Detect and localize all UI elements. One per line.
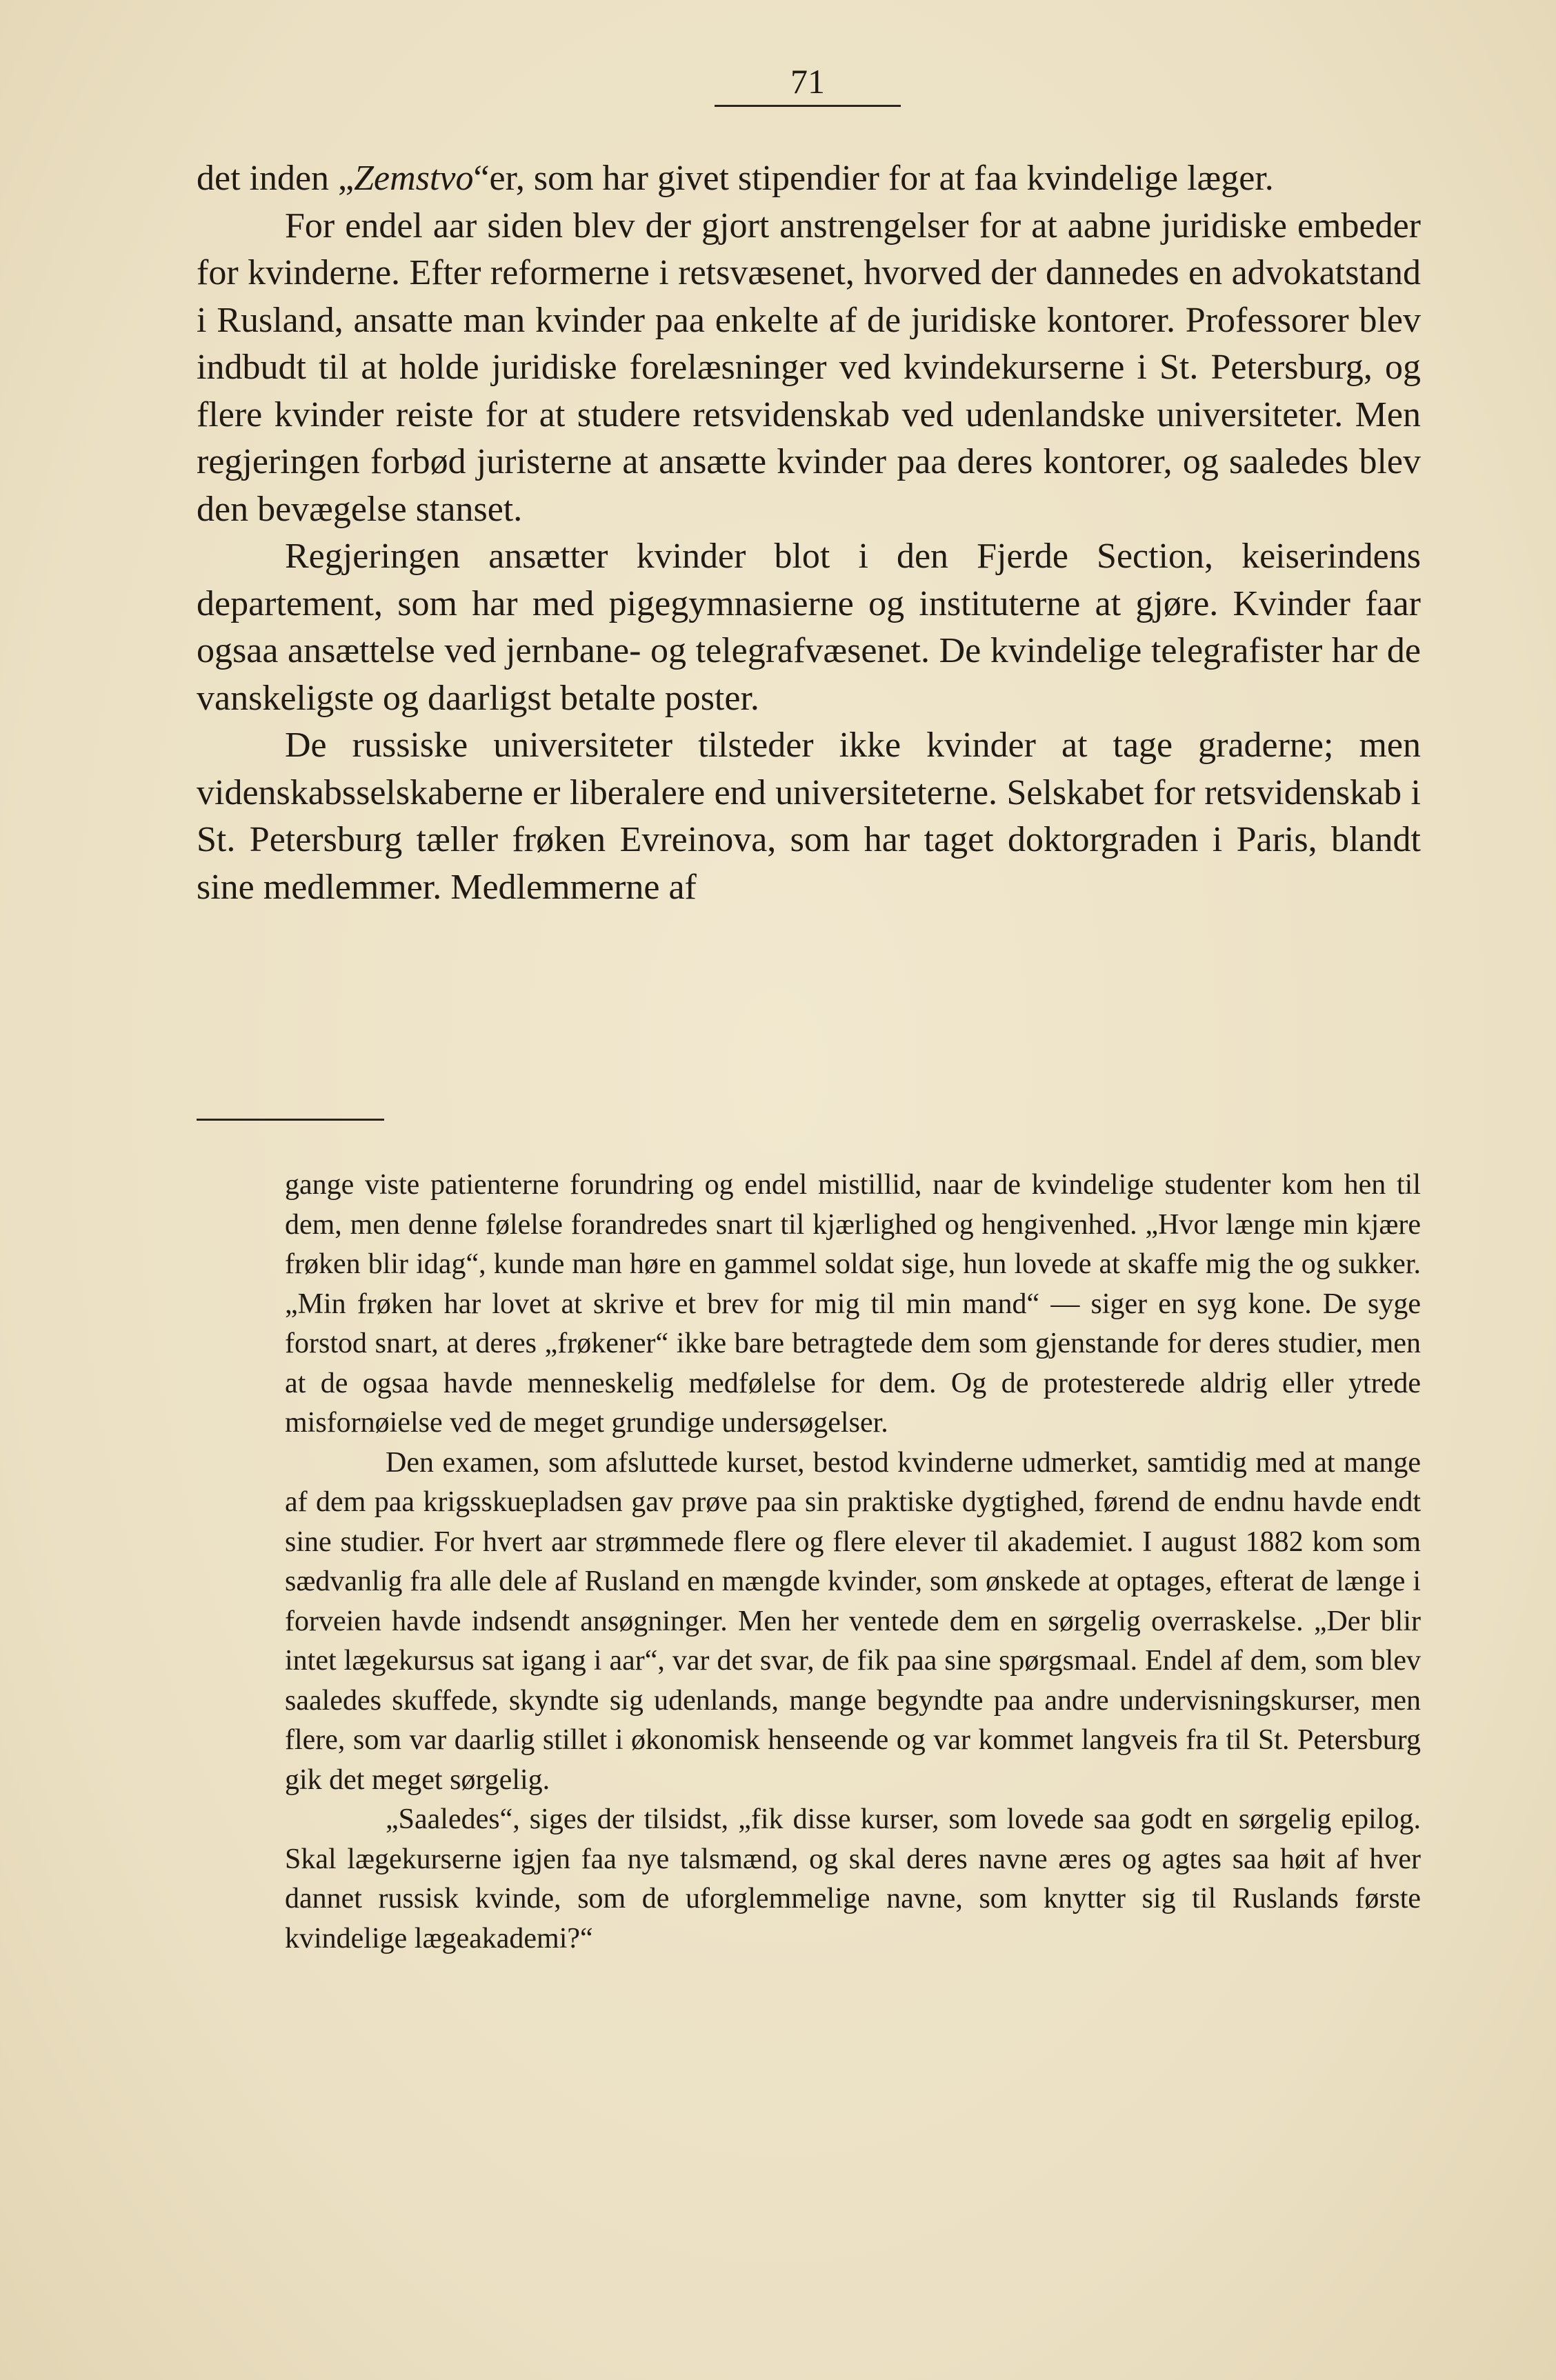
footnote-paragraph-patients: gange viste patienterne forundring og endel mistillid, naar de kvindelige studenter kom hen til dem, men denne følelse forandredes snart til kjærlighed og hengivenhed. „Hvor længe min kjære frøken blir idag“, kunde man høre en gammel soldat sige, hun lovede at skaffe mig the og sukker. „Min frøken har lovet at skrive et brev for mig til min mand“ — siger en syg kone. De syge forstod snart, at deres „frøkener“ ikke bare betragtede dem som gjenstande for deres studier, men at de ogsaa havde menneskelig medfølelse for dem. Og de protesterede aldrig eller ytrede misfornøielse ved de meget grundige undersøgelser. bbox=[285, 1169, 1421, 1439]
main-paragraph-continuation-start: det inden „ bbox=[197, 159, 355, 198]
main-paragraph-continuation-end: “er, som har givet stipendier for at faa kvindelige læger. bbox=[473, 159, 1274, 198]
footnote-paragraph-epilog: „Saaledes“, siges der tilsidst, „fik disse kurser, som lovede saa godt en sørgelig epilog. Skal lægekurserne igjen faa nye talsmænd, og skal deres navne æres og agtes saa høit af hver dannet russisk kvinde, som de uforglemmelige navne, som knytter sig til Ruslands første kvindelige lægeakademi?“ bbox=[285, 1803, 1421, 1954]
footnote bbox=[285, 1166, 1421, 1959]
page-number: 71 bbox=[790, 62, 825, 101]
main-paragraph-continuation bbox=[197, 155, 1421, 203]
main-text bbox=[197, 155, 1421, 911]
main-paragraph-universities: De russiske universiteter tilsteder ikke kvinder at tage graderne; men videnskabsselskaberne er liberalere end universiteterne. Selskabet for retsvidenskab i St. Petersburg tæller frøken Evreinova, som har taget doktorgraden i Paris, blandt sine medlemmer. Medlemmerne af bbox=[197, 726, 1421, 907]
zemstvo-italic: Zemstvo bbox=[354, 159, 474, 198]
page-number-rule bbox=[715, 105, 901, 107]
footnote-paragraph-examen: Den examen, som afsluttede kurset, bestod kvinderne udmerket, samtidig med at mange af dem paa krigsskuepladsen gav prøve paa sin praktiske dygtighed, førend de endnu havde endt sine studier. For hvert aar strømmede flere og flere elever til akademiet. I august 1882 kom som sædvanlig fra alle dele af Rusland en mængde kvinder, som ønskede at optages, efterat de længe i forveien havde indsendt ansøgninger. Men her ventede dem en sørgelig overraskelse. „Der blir intet lægekursus sat igang i aar“, var det svar, de fik paa sine spørgsmaal. Endel af dem, som blev saaledes skuffede, skyndte sig udenlands, mange begyndte paa andre undervisningskurser, men flere, som var daarlig stillet i økonomisk henseende og var kommet langveis fra til St. Petersburg gik det meget sørgelig. bbox=[285, 1446, 1421, 1796]
footnote-rule bbox=[197, 1119, 384, 1121]
main-paragraph-juridical: For endel aar siden blev der gjort anstrengelser for at aabne juridiske embeder for kvinderne. Efter reformerne i retsvæsenet, hvorved der dannedes en advokatstand i Rusland, ansatte man kvinder paa enkelte af de juridiske kontorer. Professorer blev indbudt til at holde juridiske forelæsninger ved kvindekurserne i St. Petersburg, og flere kvinder reiste for at studere retsvidenskab ved udenlandske universiteter. Men regjeringen forbød juristerne at ansætte kvinder paa deres kontorer, og saaledes blev den bevægelse stanset. bbox=[197, 206, 1421, 529]
main-paragraph-government: Regjeringen ansætter kvinder blot i den Fjerde Section, keiserindens departement, som har med pigegymnasierne og instituterne at gjøre. Kvinder faar ogsaa ansættelse ved jernbane- og telegrafvæsenet. De kvindelige telegrafister har de vanskeligste og daarligst betalte poster. bbox=[197, 537, 1421, 718]
